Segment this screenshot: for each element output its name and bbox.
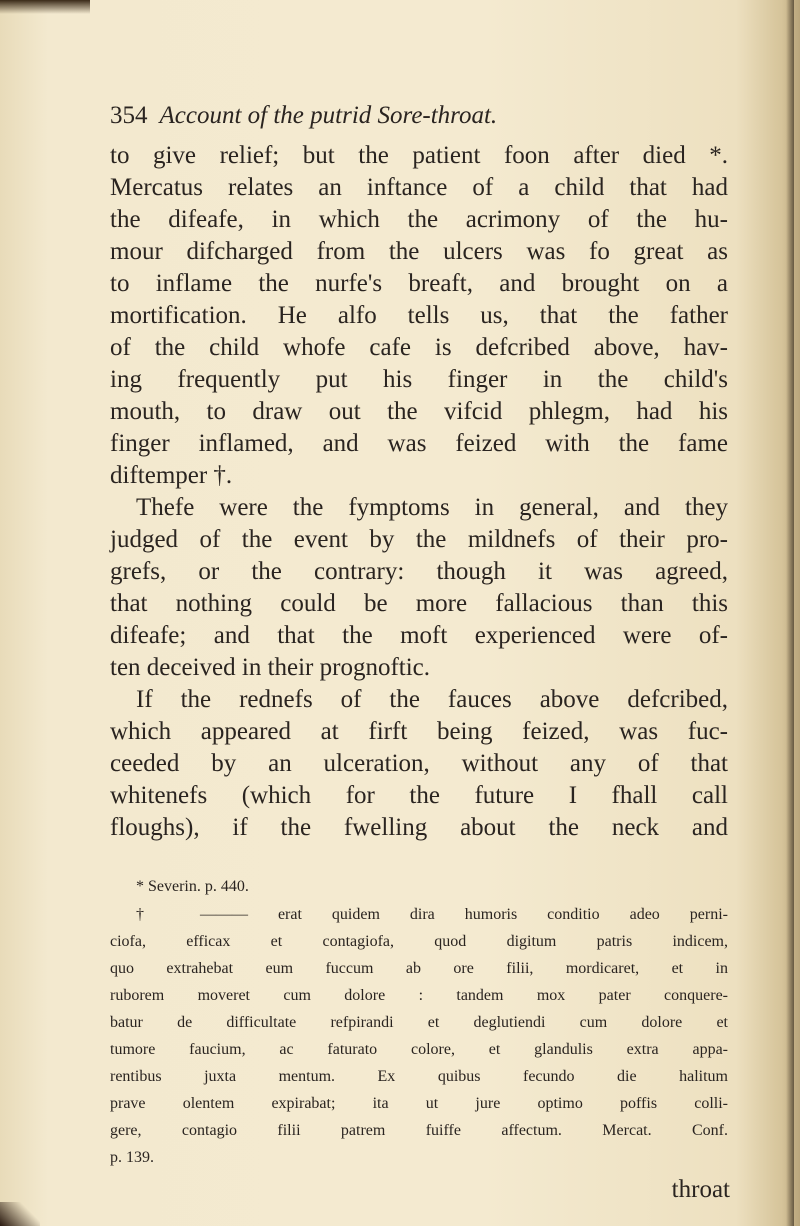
running-header: [110, 100, 710, 132]
body-line: mour difcharged from the ulcers was fo great as: [110, 238, 728, 265]
body-line: that nothing could be more fallacious than this: [110, 590, 728, 617]
page-number: 354: [110, 102, 148, 129]
footnote-line: ruborem moveret cum dolore : tandem mox pater conquere-: [110, 987, 728, 1004]
body-line: ceeded by an ulceration, without any of that: [110, 750, 728, 777]
footnote-line: p. 139.: [110, 1149, 154, 1166]
footnote-line: † ——— erat quidem dira humoris conditio adeo perni-: [136, 906, 728, 923]
body-line: diftemper †.: [110, 462, 233, 489]
body-line: difeafe; and that the moft experienced were of-: [110, 622, 728, 649]
body-line: to give relief; but the patient foon after died *.: [110, 142, 728, 169]
body-line: If the rednefs of the fauces above defcribed,: [136, 686, 728, 713]
body-line: judged of the event by the mildnefs of their pro-: [110, 526, 728, 553]
catchword: throat: [671, 1176, 730, 1203]
footnote-line: prave olentem expirabat; ita ut jure optimo poffis colli-: [110, 1095, 728, 1112]
footnote-line: batur de difficultate refpirandi et deglutiendi cum dolore et: [110, 1014, 728, 1031]
running-title: Account of the putrid Sore-throat.: [159, 102, 498, 129]
body-line: to inflame the nurfe's breaft, and brought on a: [110, 270, 728, 297]
body-line: which appeared at firft being feized, was fuc-: [110, 718, 728, 745]
footnote-line: ciofa, efficax et contagiofa, quod digitum patris indicem,: [110, 933, 728, 950]
body-line: Thefe were the fymptoms in general, and they: [136, 494, 728, 521]
footnote-line: gere, contagio filii patrem fuiffe affectum. Mercat. Conf.: [110, 1122, 728, 1139]
body-line: mortification. He alfo tells us, that the father: [110, 302, 728, 329]
body-line: grefs, or the contrary: though it was agreed,: [110, 558, 728, 585]
footnote-line: rentibus juxta mentum. Ex quibus fecundo die halitum: [110, 1068, 728, 1085]
body-line: mouth, to draw out the vifcid phlegm, had his: [110, 398, 728, 425]
body-line: ten deceived in their prognoftic.: [110, 654, 431, 681]
body-line: the difeafe, in which the acrimony of the hu-: [110, 206, 728, 233]
body-line: of the child whofe cafe is defcribed above, hav-: [110, 334, 728, 361]
footnote-line: tumore faucium, ac faturato colore, et glandulis extra appa-: [110, 1041, 728, 1058]
body-line: floughs), if the fwelling about the neck and: [110, 814, 728, 841]
body-line: finger inflamed, and was feized with the fame: [110, 430, 728, 457]
footnote-line: quo extrahebat eum fuccum ab ore filii, mordicaret, et in: [110, 960, 728, 977]
body-line: whitenefs (which for the future I fhall call: [110, 782, 728, 809]
body-line: Mercatus relates an inftance of a child that had: [110, 174, 728, 201]
body-line: ing frequently put his finger in the child's: [110, 366, 728, 393]
footnote-line: * Severin. p. 440.: [136, 878, 249, 895]
